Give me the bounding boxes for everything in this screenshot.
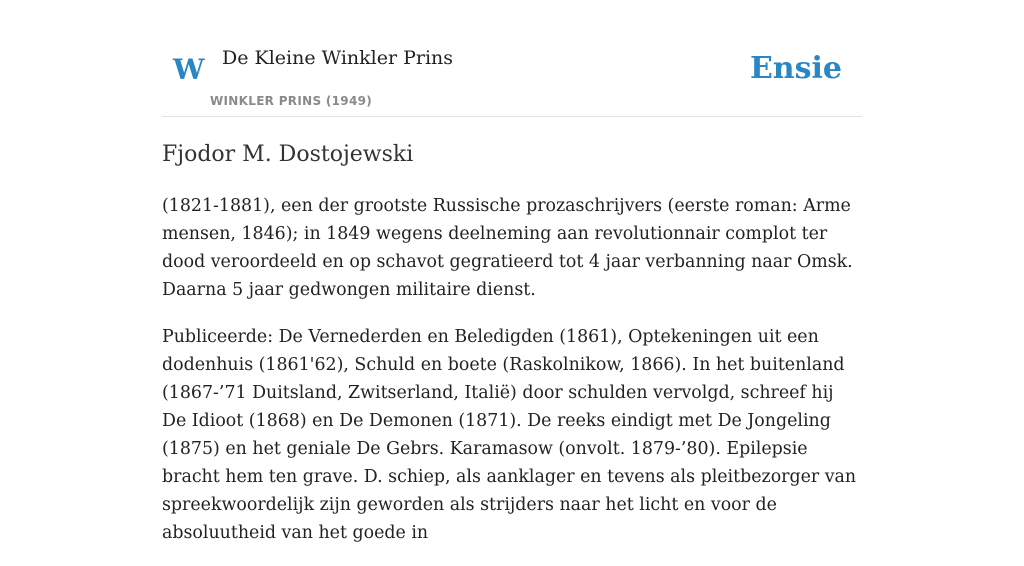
winkler-prins-logo[interactable]: W bbox=[173, 53, 205, 86]
article-body bbox=[162, 192, 862, 566]
content-container bbox=[162, 0, 862, 543]
ensie-logo[interactable]: Ensie bbox=[749, 51, 842, 86]
paragraph-2: Publiceerde: De Vernederden en Beledigden (1861), Optekeningen uit een dodenhuis (1861'62), Schuld en boete (Raskolnikow, 1866). In het buitenland (1867-’71 Duitsland, Zwitserland, Italië) door schulden vervolgd, schreef hij De Idioot (1868) en De Demonen (1871). De reeks eindigt met De Jongeling (1875) en het geniale De Gebrs. Karamasow (onvolt. 1879-’80). Epilepsie bracht hem ten grave. D. schiep, als aanklager en tevens als pleitbezorger van spreekwoordelijk zijn geworden als strijders naar het licht en voor de absoluutheid van het goede in bbox=[162, 327, 857, 543]
book-subtitle[interactable]: WINKLER PRINS (1949) bbox=[210, 94, 373, 108]
paragraph-1: (1821-1881), een der grootste Russische prozaschrijvers (eerste roman: Arme mensen, 1846); in 1849 wegens deelneming aan revolutionnair complot ter dood veroordeeld en op schavot gegratieerd tot 4 jaar verbanning naar Omsk. Daarna 5 jaar gedwongen militaire dienst. bbox=[162, 196, 853, 300]
header bbox=[162, 0, 862, 117]
article-title: Fjodor M. Dostojewski bbox=[162, 142, 414, 167]
book-title[interactable]: De Kleine Winkler Prins bbox=[222, 47, 454, 69]
